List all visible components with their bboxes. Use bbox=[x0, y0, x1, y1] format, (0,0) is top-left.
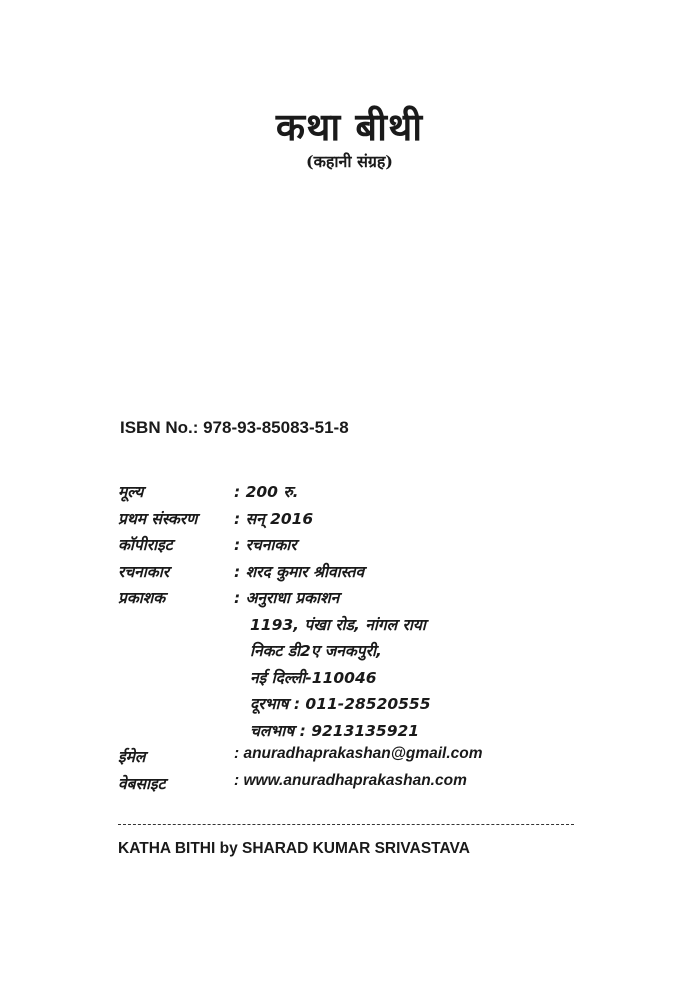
website-label: वेबसाइट bbox=[118, 774, 166, 793]
mobile-text: चलभाष : 9213135921 bbox=[250, 721, 420, 740]
footer-credit: KATHA BITHI by SHARAD KUMAR SRIVASTAVA bbox=[118, 840, 470, 857]
email-label: ईमेल bbox=[118, 748, 146, 766]
website-value: : www.anuradhaprakashan.com bbox=[234, 771, 467, 789]
price-label: मूल्य bbox=[118, 483, 144, 501]
publisher-label: प्रकाशक bbox=[118, 589, 166, 607]
book-title: कथा बीथी bbox=[275, 104, 424, 149]
copyright-value: : रचनाकार bbox=[234, 536, 297, 554]
author-label: रचनाकार bbox=[118, 562, 170, 581]
address-line-1-text: 1193, पंखा रोड, नांगल राया bbox=[250, 615, 426, 634]
edition-label: प्रथम संस्करण bbox=[118, 509, 198, 528]
address-line-3-text: नई दिल्ली-110046 bbox=[250, 668, 377, 687]
dashed-divider bbox=[118, 824, 574, 825]
author-value: : शरद कुमार श्रीवास्तव bbox=[234, 562, 365, 581]
phone-text: दूरभाष : 011-28520555 bbox=[250, 695, 431, 713]
isbn-line: ISBN No.: 978-93-85083-51-8 bbox=[120, 418, 349, 437]
copyright-label: कॉपीराइट bbox=[118, 536, 173, 554]
email-value: : anuradhaprakashan@gmail.com bbox=[234, 745, 483, 762]
edition-value: : सन् 2016 bbox=[234, 509, 314, 528]
publisher-value: : अनुराधा प्रकाशन bbox=[234, 589, 340, 607]
price-value: : 200 रु. bbox=[234, 483, 299, 501]
address-line-2-text: निकट डी2ए जनकपुरी, bbox=[250, 642, 382, 660]
book-subtitle: (कहानी संग्रह) bbox=[306, 152, 393, 171]
